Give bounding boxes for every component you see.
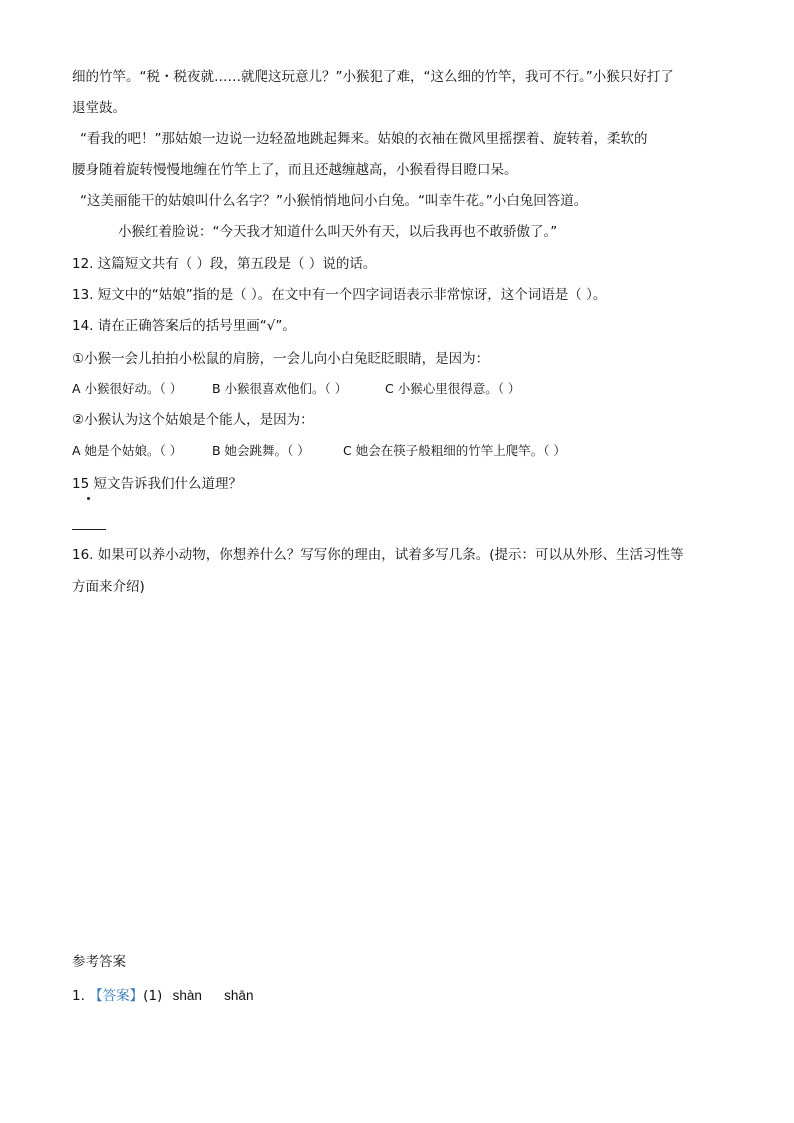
answer-1 — [72, 987, 253, 1005]
answer-tag: 【答案】 — [89, 988, 144, 1004]
question-16-line-2: 方面来介绍) — [72, 579, 145, 595]
question-13: 13. 短文中的“姑娘”指的是（ ）。在文中有一个四字词语表示非常惊讶，这个词语是（ ）。 — [72, 287, 607, 303]
answers-heading: 参考答案 — [72, 954, 126, 970]
story-text: 细的竹竿。“税・税夜就……就爬这玩意儿？”小猴犯了难，“这么细的竹竿，我可不行。”小猴只好打了 — [72, 69, 674, 85]
answer-number: 1. — [72, 988, 90, 1004]
answer-line — [72, 529, 106, 530]
question-16-line-1: 16. 如果可以养小动物，你想养什么？写写你的理由，试着多写几条。(提示：可以从外形、生活习性等 — [72, 547, 684, 563]
question-15: 15 短文告诉我们什么道理？ — [72, 476, 242, 492]
question-14-1-stem: ①小猴一会儿拍拍小松鼠的肩膀，一会儿向小白兔眨眨眼睛，是因为： — [72, 351, 490, 367]
story-text: “看我的吧！”那姑娘一边说一边轻盈地跳起舞来。姑娘的衣袖在微风里摇摆着、旋转着，柔软的 — [80, 131, 648, 147]
question-14-2-stem: ②小猴认为这个姑娘是个能人，是因为： — [72, 412, 314, 428]
question-14-1-option-a: A 小猴很好动。（ ） — [72, 381, 183, 396]
answer-pinyin-2: shān — [224, 988, 254, 1003]
question-14-1-option-c: C 小猴心里很得意。（ ） — [385, 381, 521, 396]
question-12: 12. 这篇短文共有（ ）段，第五段是（ ）说的话。 — [72, 256, 377, 272]
question-14-2-option-a: A 她是个姑娘。（ ） — [72, 443, 183, 458]
story-text: 退堂鼓。 — [72, 100, 126, 116]
question-14-2-option-c: C 她会在筷子般粗细的竹竿上爬竿。（ ） — [343, 443, 566, 458]
question-14: 14. 请在正确答案后的括号里画“√”。 — [72, 318, 296, 334]
story-paragraph-3: “这美丽能干的姑娘叫什么名字？”小猴悄悄地问小白兔。“叫幸牛花。”小白兔回答道。 — [80, 193, 588, 209]
answer-part: (1) — [143, 988, 163, 1004]
mark-dot — [87, 497, 90, 500]
answer-pinyin-1: shàn — [172, 988, 202, 1003]
question-14-2-option-b: B 她会跳舞。（ ） — [212, 443, 310, 458]
question-14-1-option-b: B 小猴很喜欢他们。（ ） — [212, 381, 348, 396]
story-text: 腰身随着旋转慢慢地缠在竹竿上了，而且还越缠越高，小猴看得目瞪口呆。 — [72, 162, 518, 178]
story-paragraph-4: 小猴红着脸说：“今天我才知道什么叫天外有天，以后我再也不敢骄傲了。” — [118, 224, 558, 240]
